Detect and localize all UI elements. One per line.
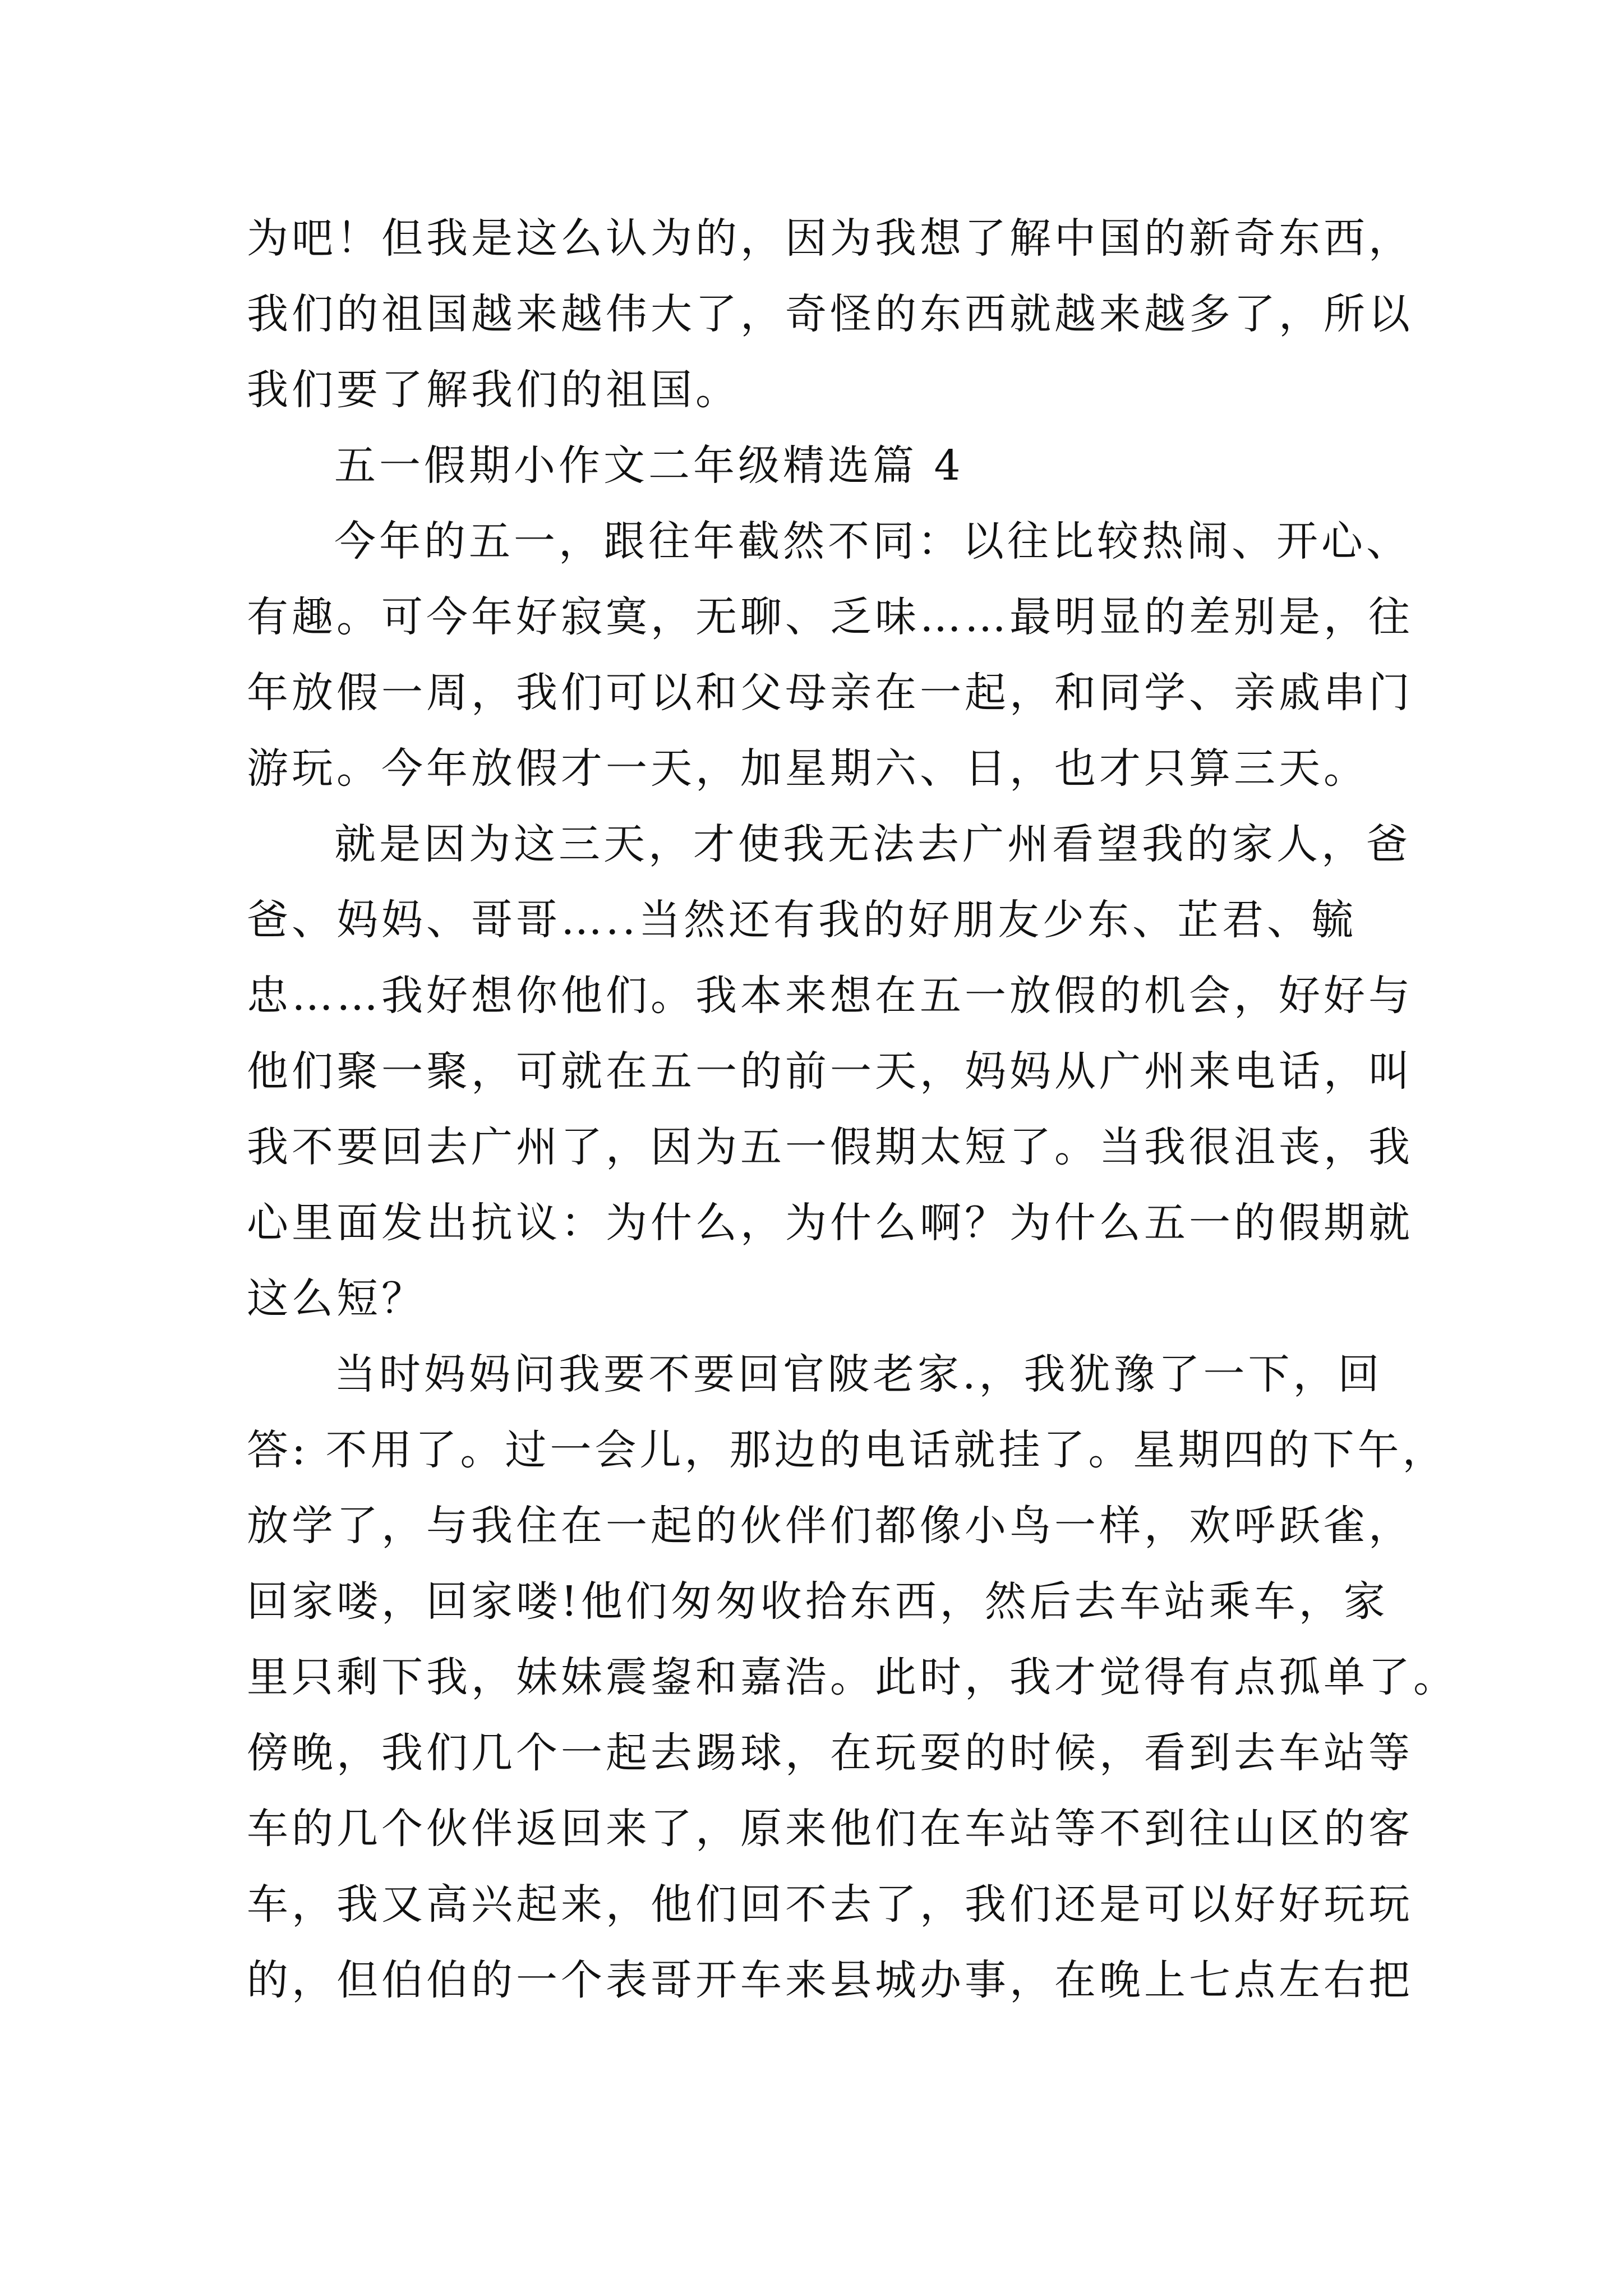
text-line-5: 今年的五一，跟往年截然不同：以往比较热闹、开心、 [334, 517, 1411, 565]
text-line-16: 当时妈妈问我要不要回官陂老家.，我犹豫了一下，回 [334, 1350, 1383, 1398]
text-line-1: 为吧！但我是这么认为的，因为我想了解中国的新奇东西， [247, 214, 1413, 263]
text-line-20: 里只剩下我，妹妹震鋆和嘉浩。此时，我才觉得有点孤单了。 [247, 1653, 1458, 1701]
text-line-23: 车，我又高兴起来，他们回不去了，我们还是可以好好玩玩 [247, 1880, 1413, 1929]
text-line-11: 忠……我好想你他们。我本来想在五一放假的机会，好好与 [247, 972, 1413, 1020]
text-line-9: 就是因为这三天，才使我无法去广州看望我的家人，爸 [334, 820, 1411, 868]
text-line-19: 回家喽，回家喽!他们匆匆收拾东西，然后去车站乘车，家 [247, 1577, 1389, 1626]
text-line-12: 他们聚一聚，可就在五一的前一天，妈妈从广州来电话，叫 [247, 1047, 1413, 1096]
text-line-15: 这么短？ [247, 1274, 426, 1323]
text-line-21: 傍晚，我们几个一起去踢球，在玩耍的时候，看到去车站等 [247, 1729, 1413, 1777]
text-line-7: 年放假一周，我们可以和父母亲在一起，和同学、亲戚串门 [247, 669, 1413, 717]
text-line-24: 的，但伯伯的一个表哥开车来县城办事，在晚上七点左右把 [247, 1956, 1413, 2004]
section-heading: 五一假期小作文二年级精选篇 4 [334, 441, 964, 490]
text-line-2: 我们的祖国越来越伟大了，奇怪的东西就越来越多了，所以 [247, 290, 1413, 338]
text-line-17: 答: 不用了。过一会儿，那边的电话就挂了。星期四的下午， [247, 1426, 1447, 1474]
text-line-14: 心里面发出抗议：为什么，为什么啊？为什么五一的假期就 [247, 1199, 1413, 1247]
text-line-22: 车的几个伙伴返回来了，原来他们在车站等不到往山区的客 [247, 1805, 1413, 1853]
text-line-13: 我不要回去广州了，因为五一假期太短了。当我很沮丧，我 [247, 1123, 1413, 1171]
text-line-3: 我们要了解我们的祖国。 [247, 366, 740, 414]
text-line-8: 游玩。今年放假才一天，加星期六、日，也才只算三天。 [247, 744, 1368, 793]
text-line-6: 有趣。可今年好寂寞，无聊、乏味……最明显的差别是，往 [247, 593, 1413, 641]
text-line-10: 爸、妈妈、哥哥…..当然还有我的好朋友少东、芷君、毓 [247, 896, 1357, 944]
text-line-18: 放学了，与我住在一起的伙伴们都像小鸟一样，欢呼跃雀， [247, 1502, 1413, 1550]
